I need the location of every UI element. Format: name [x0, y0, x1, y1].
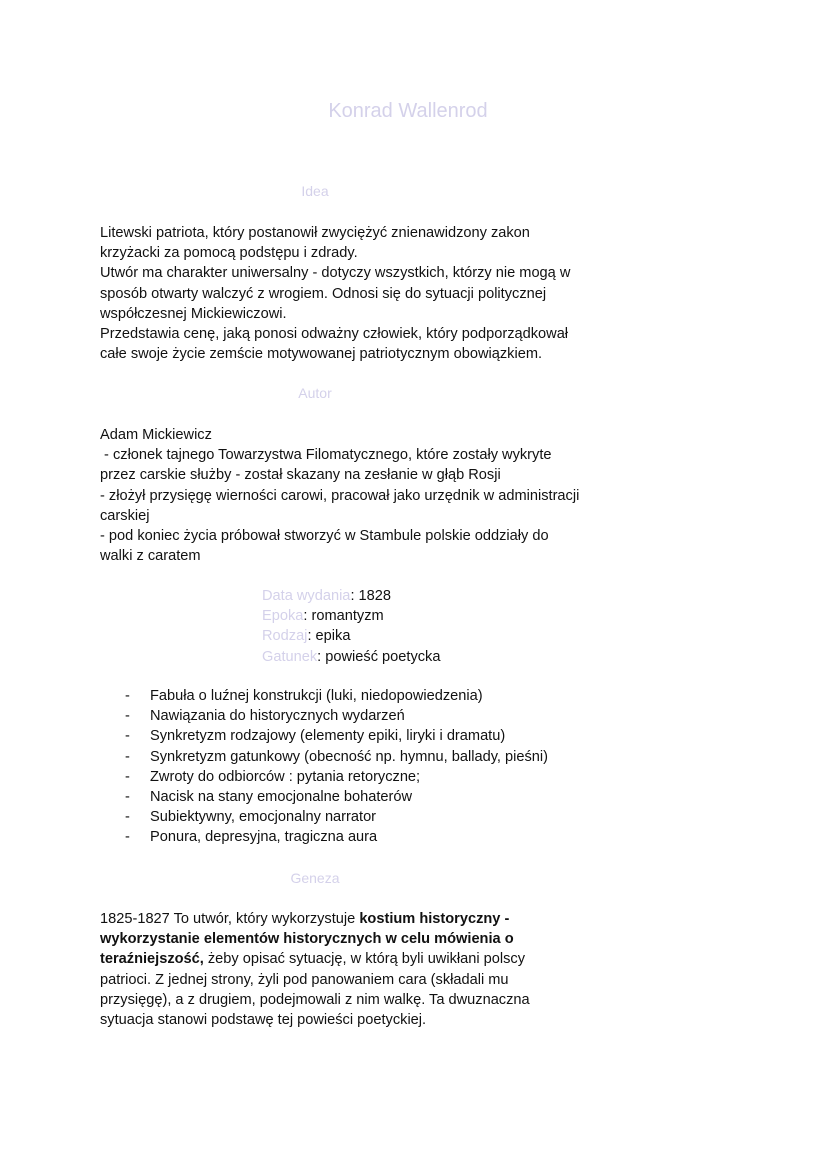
fact-value: : romantyzm [303, 608, 384, 625]
features-list [100, 686, 548, 848]
fact-value: : powieść poetycka [317, 648, 441, 665]
idea-line: Przedstawia cenę, jaką ponosi odważny człowiek, który podporządkował [100, 326, 569, 343]
list-bullet: - [125, 728, 130, 745]
fact-label: Epoka [262, 608, 304, 625]
genesis-line: przysięgę), a z drugiem, podejmowali z nim walkę. Ta dwuznaczna [100, 991, 530, 1008]
idea-line: Utwór ma charakter uniwersalny - dotyczy wszystkich, którzy nie mogą w [100, 265, 571, 282]
idea-line: sposób otwarty walczyć z wrogiem. Odnosi się do sytuacji politycznej [100, 285, 547, 302]
genesis-text: żeby opisać sytuację, w którą byli uwikłani polscy [203, 951, 526, 968]
author-line: Adam Mickiewicz [100, 427, 212, 443]
list-item [100, 807, 548, 827]
list-item-text: Synkretyzm gatunkowy (obecność np. hymnu, ballady, pieśni) [150, 748, 549, 765]
document-title: Konrad Wallenrod [328, 100, 488, 122]
section-heading-author: Autor [298, 385, 332, 401]
list-bullet: - [125, 829, 130, 846]
idea-line: Litewski patriota, który postanowił zwyciężyć znienawidzony zakon [100, 225, 530, 241]
list-item-text: Synkretyzm rodzajowy (elementy epiki, liryki i dramatu) [150, 728, 506, 745]
genesis-line [100, 949, 620, 969]
list-bullet: - [125, 809, 130, 826]
fact-row-epoch [262, 606, 440, 626]
fact-value: : epika [307, 628, 351, 645]
list-item [100, 686, 548, 706]
fact-label: Rodzaj [262, 628, 308, 645]
genesis-line [100, 909, 620, 929]
list-item-text: Nawiązania do historycznych wydarzeń [150, 708, 405, 725]
fact-row-kind [262, 626, 440, 646]
author-line: - pod koniec życia próbował stworzyć w Stambule polskie oddziały do [100, 528, 549, 545]
list-item [100, 767, 548, 787]
list-bullet: - [125, 768, 130, 785]
list-item-text: Nacisk na stany emocjonalne bohaterów [150, 789, 413, 806]
author-line: - członek tajnego Towarzystwa Filomatycznego, które zostały wykryte [100, 447, 552, 464]
list-bullet: - [125, 688, 130, 704]
list-bullet: - [125, 748, 130, 765]
idea-line: krzyżacki za pomocą podstępu i zdrady. [100, 245, 358, 262]
author-line: przez carskie służby - został skazany na zesłanie w głąb Rosji [100, 467, 501, 484]
idea-line: całe swoje życie zemście motywowanej patriotycznym obowiązkiem. [100, 346, 543, 363]
genesis-line [100, 929, 620, 949]
genesis-line: sytuacja stanowi podstawę tej powieści poetyckiej. [100, 1012, 427, 1029]
author-paragraph [100, 425, 620, 566]
genesis-line: patrioci. Z jednej strony, żyli pod panowaniem cara (składali mu [100, 971, 509, 988]
author-line: carskiej [100, 507, 150, 524]
author-line: walki z caratem [100, 548, 201, 565]
author-line: - złożył przysięgę wierności carowi, pracował jako urzędnik w administracji [100, 487, 580, 504]
fact-row-genre [262, 647, 440, 667]
fact-value: : 1828 [350, 588, 392, 604]
list-item [100, 726, 548, 746]
list-item [100, 787, 548, 807]
genesis-text: 1825-1827 To utwór, który wykorzystuje [100, 911, 360, 927]
fact-label: Gatunek [262, 648, 318, 665]
list-bullet: - [125, 708, 130, 725]
section-heading-idea: Idea [301, 183, 329, 199]
list-item [100, 827, 548, 847]
section-heading-genesis: Geneza [290, 870, 340, 886]
fact-row-date [262, 586, 440, 606]
idea-paragraph [100, 223, 620, 364]
list-item [100, 747, 548, 767]
fact-label: Data wydania [262, 588, 351, 604]
genesis-paragraph [100, 909, 620, 1030]
list-item-text: Subiektywny, emocjonalny narrator [150, 809, 377, 826]
list-item-text: Fabuła o luźnej konstrukcji (luki, niedopowiedzenia) [150, 688, 483, 704]
facts-block [262, 586, 440, 667]
list-item-text: Zwroty do odbiorców : pytania retoryczne; [150, 768, 421, 785]
list-item [100, 706, 548, 726]
idea-line: współczesnej Mickiewiczowi. [100, 305, 287, 322]
genesis-bold-text: wykorzystanie elementów historycznych w celu mówienia o [100, 931, 514, 948]
list-bullet: - [125, 789, 130, 806]
list-item-text: Ponura, depresyjna, tragiczna aura [150, 829, 378, 846]
genesis-bold-text: kostium historyczny - [359, 911, 510, 927]
genesis-bold-text: teraźniejszość, [100, 951, 204, 968]
